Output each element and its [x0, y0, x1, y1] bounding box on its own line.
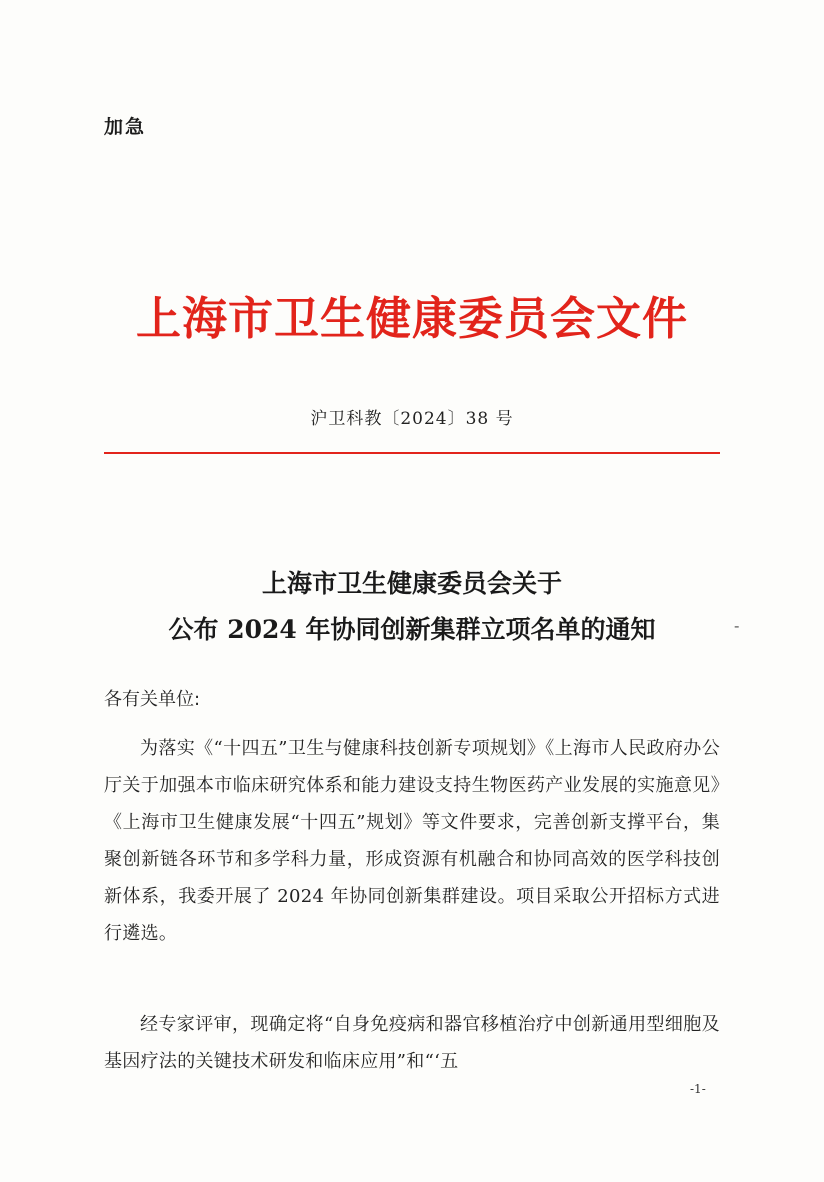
notice-title-line-2: 公布 2024 年协同创新集群立项名单的通知: [168, 615, 656, 644]
red-separator-line: [104, 452, 720, 454]
page-number: -1-: [690, 1082, 706, 1096]
urgency-label: 加急: [104, 116, 147, 138]
issuing-organization-title: 上海市卫生健康委员会文件: [135, 292, 688, 345]
document-number: 沪卫科教〔2024〕38 号: [310, 409, 514, 429]
notice-title-line-1: 上海市卫生健康委员会关于: [261, 569, 562, 598]
title-trailing-mark: -: [734, 616, 740, 635]
body-paragraph-1: 为落实《“十四五”卫生与健康科技创新专项规划》《上海市人民政府办公厅关于加强本市临床研究体系和能力建设支持生物医药产业发展的实施意见》《上海市卫生健康发展“十四五”规划》等文件要求，完善创新支撑平台，集聚创新链各环节和多学科力量，形成资源有机融合和协同高效的医学科技创新体系，我委开展了 2024 年协同创新集群建设。项目采取公开招标方式进行遴选。: [104, 738, 720, 944]
body-paragraph-2: 经专家评审，现确定将“自身免疫病和器官移植治疗中创新通用型细胞及基因疗法的关键技术研发和临床应用”和“‘五: [104, 1014, 720, 1072]
salutation: 各有关单位:: [104, 689, 201, 710]
